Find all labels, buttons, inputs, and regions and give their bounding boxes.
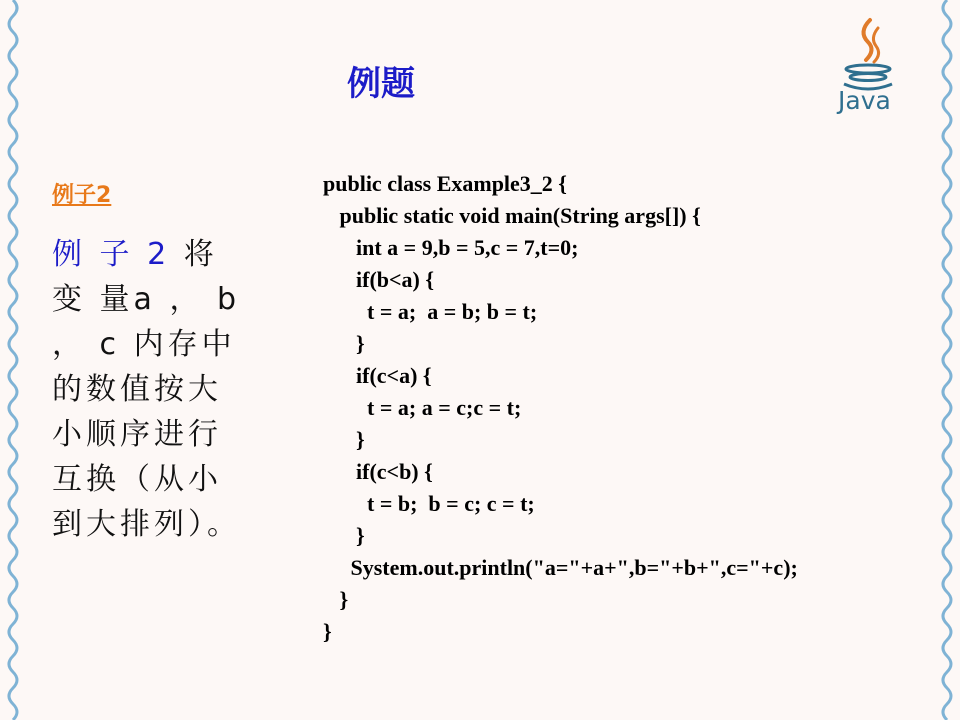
example-2-link[interactable]: 例子2: [52, 183, 112, 208]
code-line: t = a; a = c;c = t;: [323, 395, 522, 420]
code-line: }: [323, 427, 365, 452]
java-logo-text: Java: [838, 86, 891, 115]
code-line: }: [323, 331, 365, 356]
code-block: [323, 168, 798, 648]
description-highlight: 例 子 2: [52, 237, 184, 272]
left-wave-border: [2, 0, 24, 720]
slide-title: 例题: [347, 64, 415, 104]
code-line: if(b<a) {: [323, 267, 435, 292]
code-line: }: [323, 523, 365, 548]
description-text: 将 变 量a ， b ， c 内存中的数值按大小顺序进行互换（从小到大排列）。: [52, 237, 241, 542]
code-line: int a = 9,b = 5,c = 7,t=0;: [323, 235, 579, 260]
code-line: if(c<b) {: [323, 459, 433, 484]
code-line: if(c<a) {: [323, 363, 432, 388]
example-description: [52, 232, 252, 547]
code-line: t = a; a = b; b = t;: [323, 299, 538, 324]
code-line: }: [323, 619, 332, 644]
code-line: public static void main(String args[]) {: [323, 203, 701, 228]
code-line: }: [323, 587, 349, 612]
code-line: public class Example3_2 {: [323, 171, 567, 196]
code-line: System.out.println("a="+a+",b="+b+",c="+c);: [323, 555, 798, 580]
code-line: t = b; b = c; c = t;: [323, 491, 535, 516]
right-wave-border: [936, 0, 958, 720]
